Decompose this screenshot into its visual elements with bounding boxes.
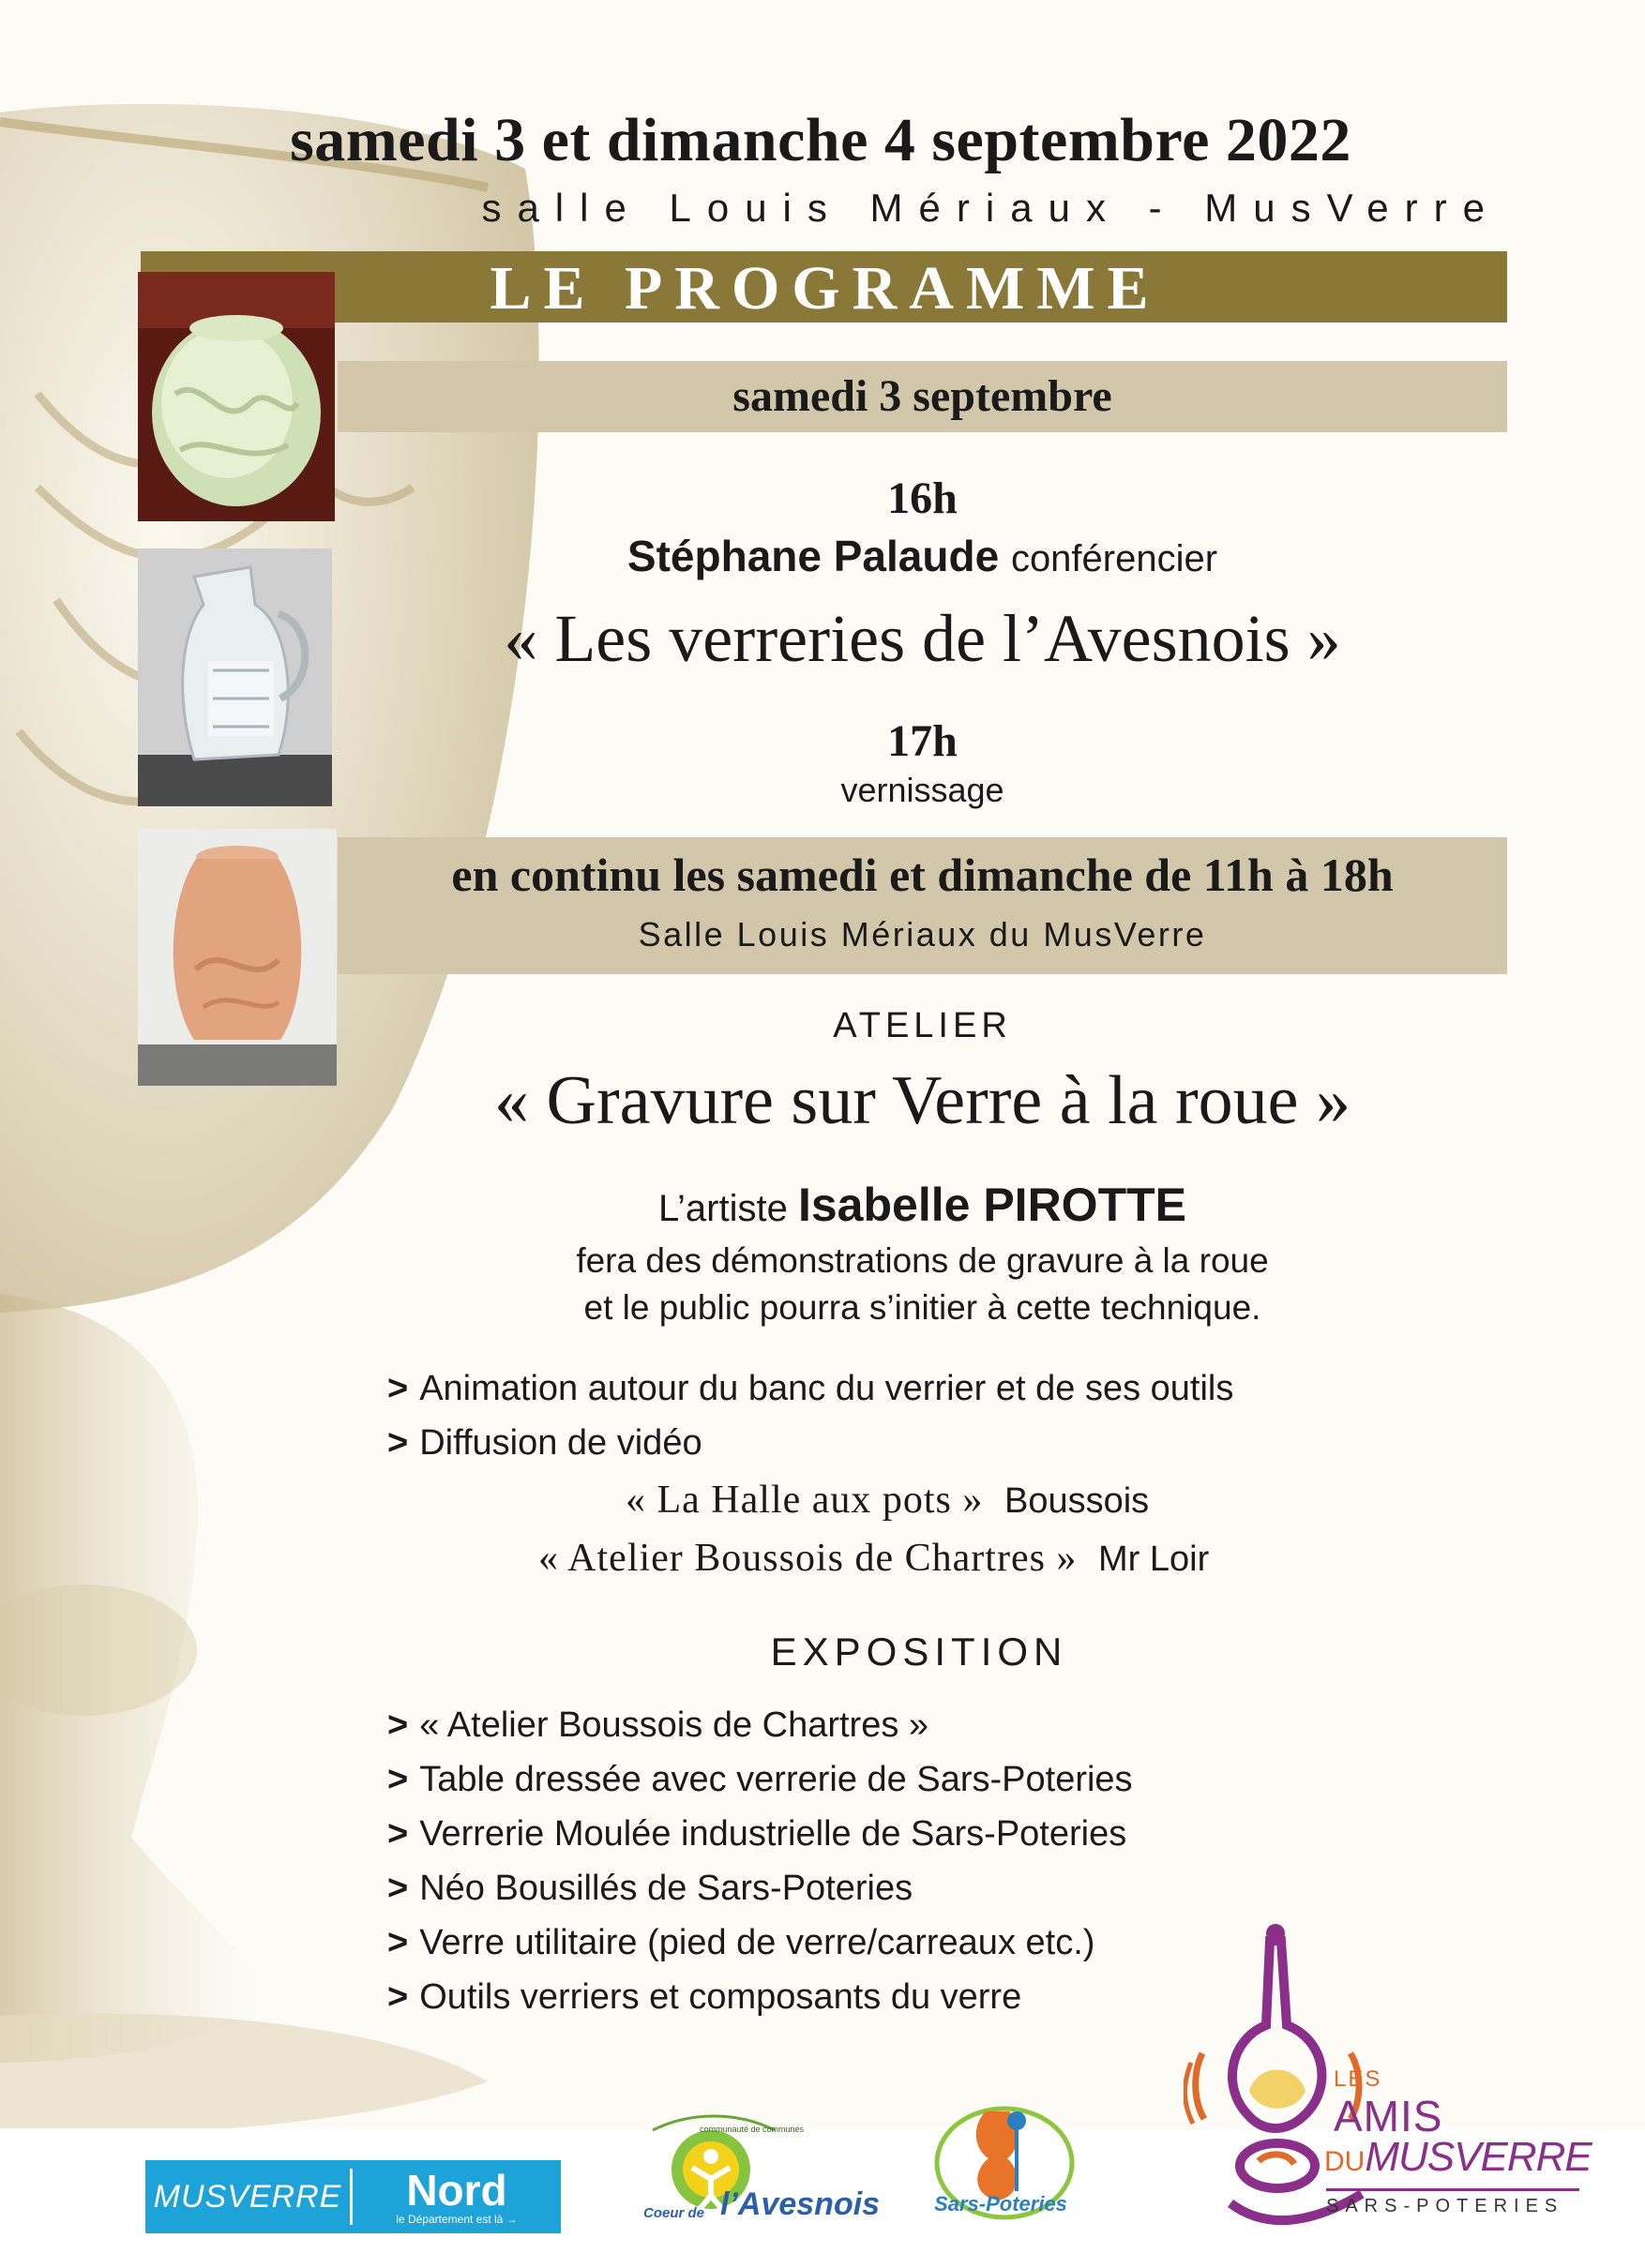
event-venue: salle Louis Mériaux - MusVerre (481, 186, 1501, 230)
bullet-marker: > (387, 1923, 409, 1962)
amis-name-line (1324, 2134, 1592, 2181)
musverre-logo-text: MUSVERRE (153, 2178, 342, 2215)
bullet-marker: > (387, 1869, 409, 1908)
talk-speaker-line (338, 531, 1507, 581)
video-1 (626, 1478, 1149, 1523)
musverre-nord-logo (145, 2160, 561, 2233)
atelier-desc-line: et le public pourra s’initier à cette technique. (583, 1288, 1261, 1327)
event-dates: samedi 3 et dimanche 4 septembre 2022 (290, 106, 1351, 174)
bullet-marker: > (387, 1760, 409, 1799)
list-item (387, 1698, 1133, 1752)
list-item-text: Table dressée avec verrerie de Sars-Poteries (419, 1760, 1133, 1799)
list-item (387, 1752, 1133, 1807)
avesnois-coeur-text: Coeur de (643, 2205, 705, 2221)
atelier-desc-line: fera des démonstrations de gravure à la roue (576, 1241, 1269, 1280)
avesnois-main-text: l’Avesnois (720, 2186, 881, 2222)
nord-tagline: le Département est là → (396, 2213, 518, 2226)
coeur-avesnois-logo (634, 2111, 881, 2243)
saturday-band: samedi 3 septembre (338, 361, 1507, 432)
list-item-text: Outils verriers et composants du verre (419, 1977, 1022, 2017)
amis-divider (1326, 2188, 1579, 2191)
list-item (387, 1970, 1133, 2024)
pink-vase-photo (138, 829, 337, 1086)
list-item-text: « Atelier Boussois de Chartres » (419, 1705, 929, 1745)
amis-musverre-logo (1184, 1922, 1596, 2250)
continuous-hours: en continu les samedi et dimanche de 11h à 18h (451, 849, 1394, 901)
programme-title: LE PROGRAMME (490, 254, 1161, 323)
amis-du-text: DU (1324, 2146, 1366, 2177)
list-item-text: Verrerie Moulée industrielle de Sars-Poteries (419, 1814, 1127, 1854)
list-item (387, 1416, 1233, 1470)
exposition-list (387, 1698, 1133, 2024)
list-item (387, 1361, 1233, 1416)
list-item-text: Diffusion de vidéo (419, 1423, 702, 1463)
video-title: « Atelier Boussois de Chartres » (538, 1537, 1078, 1580)
talk-role: conférencier (1010, 538, 1218, 579)
atelier-title: « Gravure sur Verre à la roue » (494, 1062, 1351, 1139)
bullet-marker: > (387, 1423, 409, 1463)
opalescent-vase-photo (138, 272, 335, 521)
bullet-marker: > (387, 1814, 409, 1854)
glass-pitcher-photo (138, 548, 332, 806)
talk-speaker: Stéphane Palaude (626, 532, 1000, 580)
list-item-text: Néo Bousillés de Sars-Poteries (419, 1869, 913, 1908)
animation-list (387, 1361, 1233, 1470)
amis-place-text: SARS-POTERIES (1326, 2196, 1564, 2216)
sars-poteries-logo (915, 2083, 1084, 2233)
bullet-marker: > (387, 1977, 409, 2017)
atelier-description (338, 1238, 1507, 1331)
exposition-heading: EXPOSITION (770, 1630, 1068, 1674)
bullet-marker: > (387, 1369, 409, 1408)
video-title: « La Halle aux pots » (626, 1479, 984, 1522)
talk-time: 16h (887, 473, 958, 523)
list-item-text: Verre utilitaire (pied de verre/carreaux etc.) (419, 1923, 1095, 1962)
list-item (387, 1915, 1133, 1970)
amis-les-text: LES (1334, 2066, 1382, 2092)
bullet-marker: > (387, 1705, 409, 1745)
amis-amis-text: AMIS (1334, 2092, 1443, 2140)
video-2 (538, 1536, 1209, 1581)
sars-poteries-text: Sars-Poteries (934, 2192, 1067, 2215)
list-item (387, 1861, 1133, 1915)
list-item-text: Animation autour du banc du verrier et de ses outils (419, 1369, 1234, 1408)
nord-logo-text: Nord (406, 2166, 507, 2215)
opening-time: 17h (887, 716, 958, 766)
continuous-place: Salle Louis Mériaux du MusVerre (638, 915, 1207, 954)
list-item (387, 1807, 1133, 1861)
artist-name: Isabelle PIROTTE (797, 1179, 1186, 1231)
atelier-heading: ATELIER (833, 1006, 1012, 1045)
opening-label: vernissage (840, 771, 1004, 809)
avesnois-arc-text: communauté de communes (700, 2125, 805, 2134)
amis-musverre-text: MUSVERRE (1365, 2134, 1592, 2180)
atelier-artist-line (338, 1178, 1507, 1232)
artist-prefix: L’artiste (658, 1188, 788, 1229)
video-credit: Mr Loir (1098, 1540, 1210, 1579)
talk-title: « Les verreries de l’Avesnois » (504, 601, 1341, 676)
nord-logo (353, 2168, 561, 2226)
video-credit: Boussois (1004, 1481, 1150, 1521)
